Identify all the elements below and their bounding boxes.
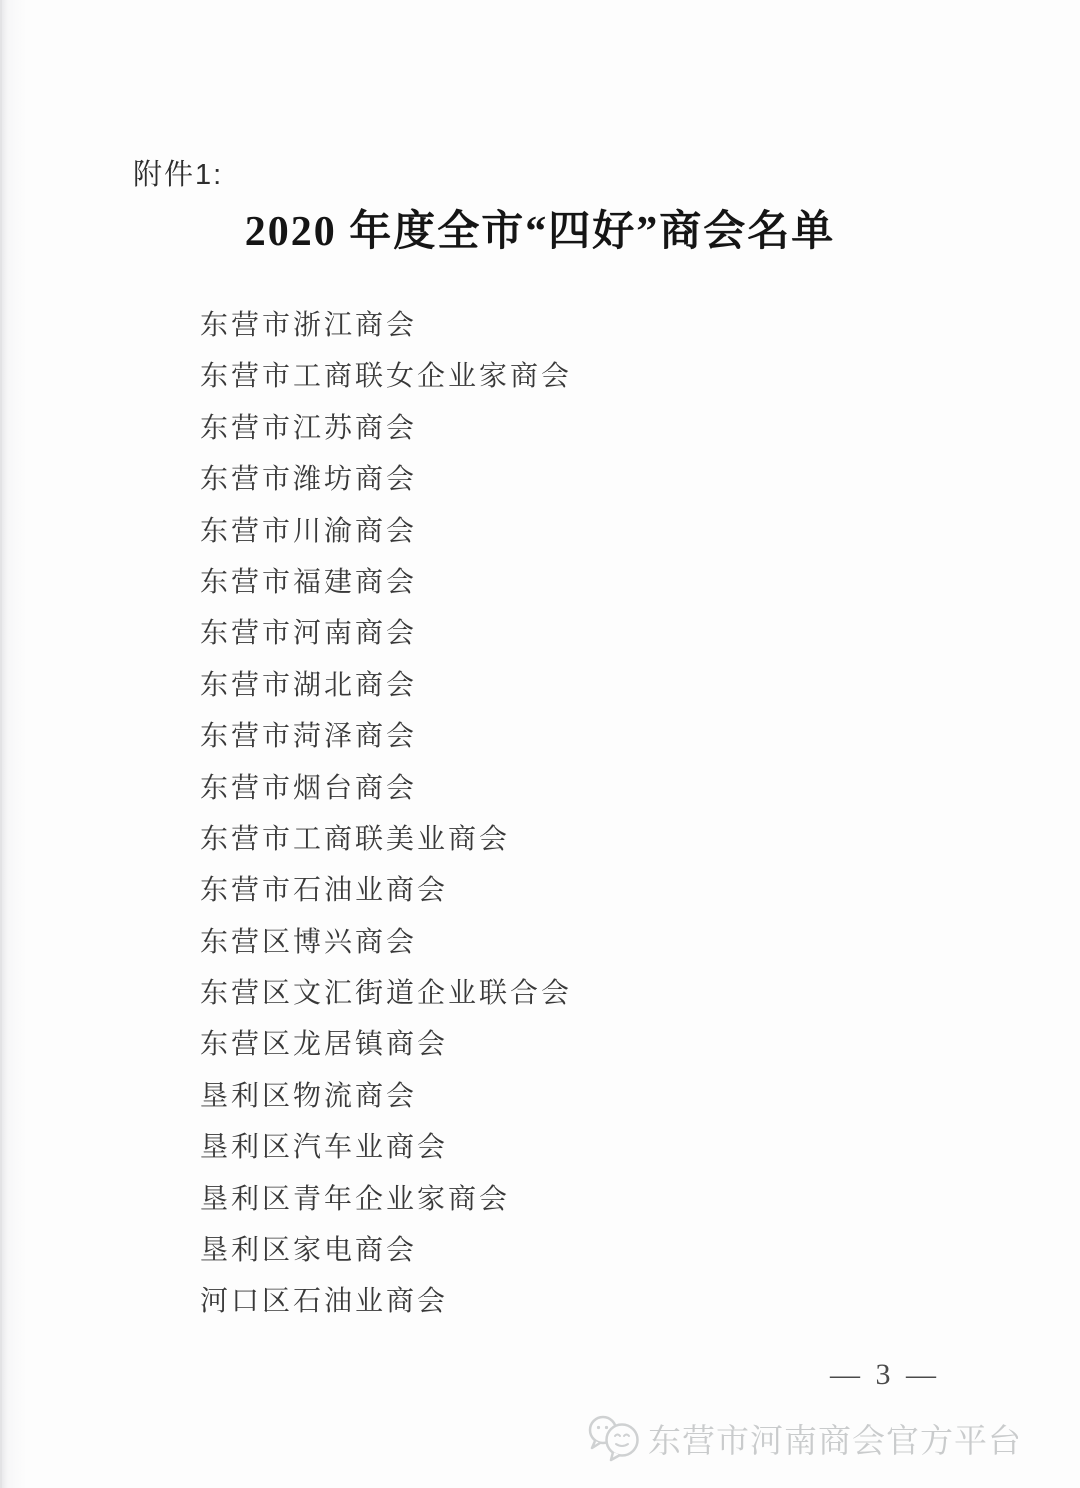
- list-item: 东营区博兴商会: [200, 926, 418, 958]
- list-item: 垦利区汽车业商会: [200, 1132, 449, 1164]
- list-item: 东营市工商联女企业家商会: [200, 361, 573, 393]
- list-item: 东营市潍坊商会: [200, 464, 418, 496]
- document-title: 2020 年度全市“四好”商会名单: [244, 209, 836, 255]
- list-item: 河口区石油业商会: [200, 1286, 449, 1318]
- chamber-list: [200, 300, 572, 1328]
- watermark-text: 东营市河南商会官方平台: [648, 1421, 1022, 1459]
- list-item: 东营市福建商会: [200, 566, 418, 598]
- list-item: 东营市湖北商会: [200, 669, 418, 701]
- list-item: 东营市菏泽商会: [200, 721, 418, 753]
- list-item: 东营市浙江商会: [200, 310, 418, 341]
- list-item: 东营市江苏商会: [200, 412, 418, 444]
- watermark: [586, 1414, 1022, 1462]
- chat-bubbles-icon: [586, 1414, 642, 1462]
- list-item: 东营区龙居镇商会: [200, 1029, 449, 1061]
- list-item: 垦利区物流商会: [200, 1080, 418, 1112]
- list-item: 垦利区青年企业家商会: [200, 1183, 511, 1215]
- page-number: — 3 —: [830, 1358, 940, 1391]
- list-item: 东营市烟台商会: [200, 772, 418, 804]
- list-item: 垦利区家电商会: [200, 1235, 418, 1267]
- list-item: 东营区文汇街道企业联合会: [200, 978, 573, 1010]
- list-item: 东营市工商联美业商会: [200, 823, 511, 855]
- list-item: 东营市石油业商会: [200, 875, 449, 907]
- attachment-label: 附件1:: [133, 159, 224, 191]
- list-item: 东营市河南商会: [200, 618, 418, 650]
- list-item: 东营市川渝商会: [200, 515, 418, 547]
